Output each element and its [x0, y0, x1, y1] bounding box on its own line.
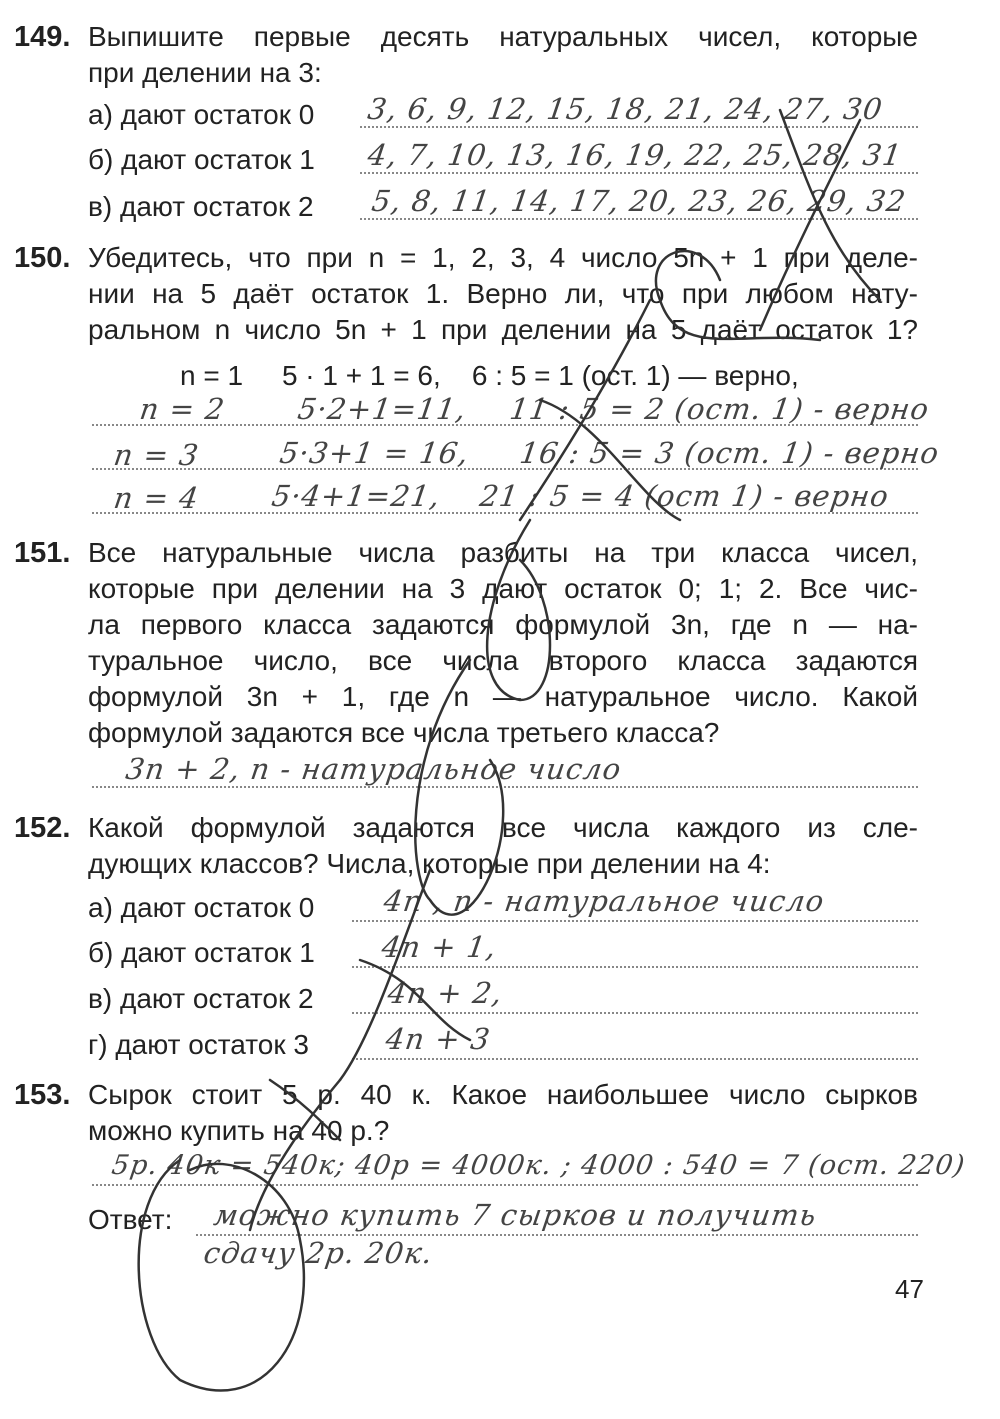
exercise-text: формулой задаются все числа третьего класса?	[88, 717, 720, 748]
exercise-text: Сырок стоит 5 р. 40 к. Какое наибольшее число сырков	[88, 1079, 918, 1110]
exercise-number: 150.	[14, 242, 71, 274]
exercise-text: Какой формулой задаются все числа каждого из сле-	[88, 812, 918, 843]
handwritten-answer: 4n + 1,	[379, 930, 499, 964]
handwritten-answer: 4n , n - натуральное число	[381, 884, 827, 918]
exercise-text: ральном n число 5n + 1 при делении на 5 даёт остаток 1?	[88, 314, 918, 345]
answer-label: Ответ:	[88, 1204, 173, 1235]
exercise-text: туральное число, все числа второго класса задаются	[88, 645, 918, 676]
exercise-text: при делении на 3:	[88, 57, 322, 88]
exercise-number: 149.	[14, 21, 71, 53]
exercise-text: Убедитесь, что при n = 1, 2, 3, 4 число 5n + 1 при деле-	[88, 242, 918, 273]
item-label: б) дают остаток 1	[88, 937, 315, 968]
handwritten-answer: 5·4+1=21,	[269, 479, 443, 513]
handwritten-answer: 4n + 2,	[385, 976, 505, 1010]
handwritten-answer: 11 : 5 = 2 (ост. 1) - верно	[507, 392, 932, 426]
handwritten-answer: n = 3	[111, 438, 202, 472]
exercise-number: 152.	[14, 812, 71, 844]
handwritten-answer: 21 : 5 = 4 (ост 1) - верно	[477, 479, 892, 513]
handwritten-answer: сдачу 2р. 20к.	[201, 1236, 436, 1270]
exercise-text: Все натуральные числа разбиты на три класса чисел,	[88, 537, 918, 568]
handwritten-answer: n = 2	[137, 392, 228, 426]
example-line: n = 1 5 · 1 + 1 = 6, 6 : 5 = 1 (ост. 1) — верно,	[180, 360, 799, 391]
exercise-text: которые при делении на 3 дают остаток 0; 1; 2. Все чис-	[88, 573, 918, 604]
handwritten-answer: n = 4	[111, 481, 202, 515]
item-label: г) дают остаток 3	[88, 1029, 309, 1060]
handwritten-answer: 4, 7, 10, 13, 16, 19, 22, 25, 28, 31	[365, 138, 905, 172]
item-label: в) дают остаток 2	[88, 983, 314, 1014]
handwritten-answer: 5р. 40к = 540к; 40р = 4000к. ; 4000 : 540 = 7 (ост. 220)	[109, 1150, 968, 1181]
handwritten-answer: 3, 6, 9, 12, 15, 18, 21, 24, 27, 30	[365, 92, 885, 126]
handwritten-answer: 3n + 2, n - натуральное число	[123, 752, 624, 786]
item-label: б) дают остаток 1	[88, 144, 315, 175]
handwritten-answer: 5·2+1=11,	[295, 392, 469, 426]
exercise-text: дующих классов? Числа, которые при делении на 4:	[88, 848, 771, 879]
exercise-text: формулой 3n + 1, где n — натуральное число. Какой	[88, 681, 918, 712]
handwritten-answer: 5·3+1 = 16,	[277, 436, 472, 470]
item-label: в) дают остаток 2	[88, 191, 314, 222]
exercise-text: нии на 5 даёт остаток 1. Верно ли, что при любом нату-	[88, 278, 918, 309]
exercise-number: 153.	[14, 1079, 71, 1111]
handwritten-answer: можно купить 7 сырков и получить	[211, 1198, 819, 1232]
page-number: 47	[895, 1274, 924, 1304]
exercise-number: 151.	[14, 537, 71, 569]
item-label: а) дают остаток 0	[88, 892, 315, 923]
exercise-text: ла первого класса задаются формулой 3n, где n — на-	[88, 609, 918, 640]
handwritten-answer: 16 : 5 = 3 (ост. 1) - верно	[517, 436, 942, 470]
item-label: а) дают остаток 0	[88, 99, 315, 130]
exercise-text: можно купить на 40 р.?	[88, 1115, 390, 1146]
handwritten-answer: 4n + 3	[383, 1022, 493, 1056]
handwritten-answer: 5, 8, 11, 14, 17, 20, 23, 26, 29, 32	[369, 184, 909, 218]
exercise-text: Выпишите первые десять натуральных чисел, которые	[88, 21, 918, 52]
